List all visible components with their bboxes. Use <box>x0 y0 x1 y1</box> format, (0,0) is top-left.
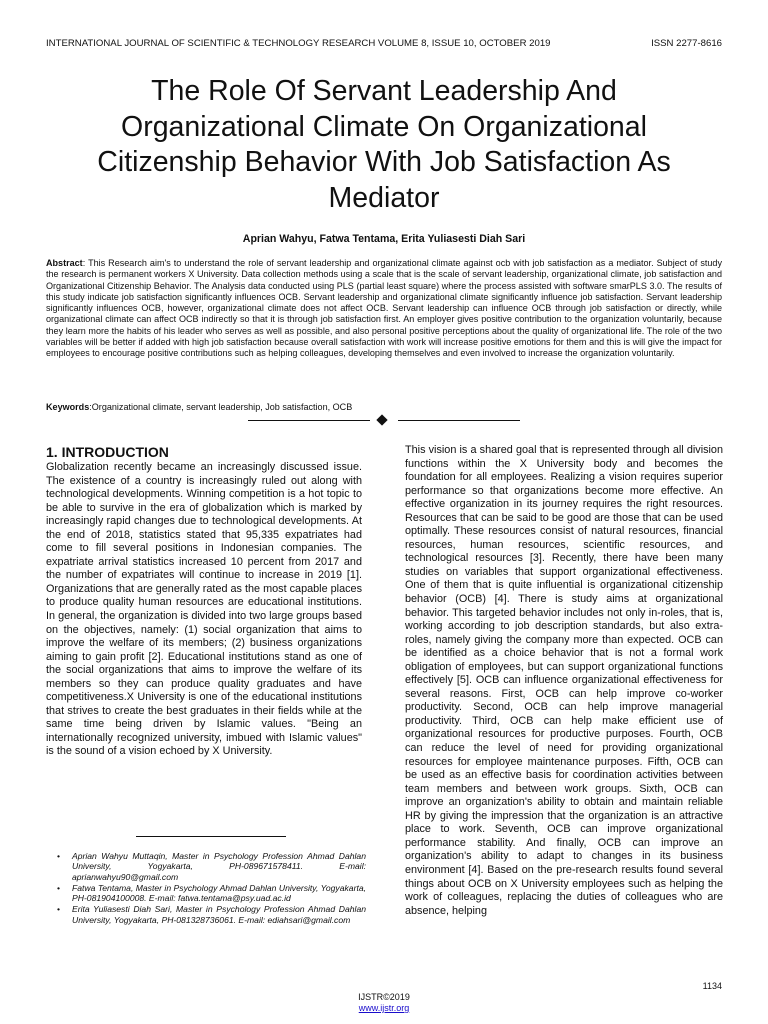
bullet-icon: • <box>57 851 61 861</box>
keywords-label: Keywords <box>46 402 90 412</box>
issn: ISSN 2277-8616 <box>651 38 722 49</box>
author-footnotes <box>56 851 366 926</box>
keywords-text: :Organizational climate, servant leadership, Job satisfaction, OCB <box>89 402 353 412</box>
footer-copyright: IJSTR©2019 <box>358 992 410 1002</box>
right-column <box>405 444 723 918</box>
page-number: 1134 <box>702 981 722 991</box>
left-column <box>46 444 362 759</box>
diamond-icon <box>376 414 387 425</box>
introduction-right-text: This vision is a shared goal that is represented through all division functions within the X University body and becomes the foundation for all employees. Realizing a vision requires superior performance so that organizations become more effective. An effective organization in its journey requires the right resources. Resources that can be said to be good are those that can be used optimally. These resources consist of natural resources, financial resources, human resources, scientific resources, and technological resources [3]. Recently, there have been many studies on variables that support organizational effectiveness. One of them that is quite influential is organizational citizenship behavior (OCB) [4]. There is study aims at organizational behavior. This targeted behavior includes not only in-roles, that is, working according to job description standards, but also extra-roles, namely giving the company more than expected. OCB can be identified as a choice behavior that is not a formal work obligation of employees, but can support organizational functions effectively [5]. OCB can influence organizational effectiveness for several reasons. First, OCB can help improve co-worker productivity. Second, OCB can help improve managerial productivity. Third, OCB can help make efficient use of organizational resources for productive purposes. Fourth, OCB can reduce the level of need for providing organizational resources for employee maintenance purposes. Fifth, OCB can be used as an effective basis for coordination activities between team members and between work groups. Sixth, OCB can improve an organization's ability to obtain and maintain reliable HR by giving the impression that the organization is an attractive place to work. Seventh, OCB can improve organizational performance stability. And finally, OCB can improve an organization's ability to adapt to changes in its business environment [4]. Based on the pre-research results found several things about OCB on X University employees such as helping the work of colleagues, replacing the duties of colleagues who are absence, helping <box>405 444 723 917</box>
keywords <box>46 402 722 412</box>
page-footer <box>0 992 768 1014</box>
authors: Aprian Wahyu, Fatwa Tentama, Erita Yuliasesti Diah Sari <box>242 233 526 245</box>
bullet-icon: • <box>57 904 61 915</box>
footnote-text: Aprian Wahyu Muttaqin, Master in Psychology Profession Ahmad Dahlan University, Yogyakarta, PH-089671578411. E-mail: aprianwahyu90@gmail.com <box>72 851 366 882</box>
journal-website-link[interactable]: www.ijstr.org <box>358 1003 410 1013</box>
footnote-item <box>56 851 366 882</box>
footnote-item <box>56 904 366 925</box>
journal-name: INTERNATIONAL JOURNAL OF SCIENTIFIC & TECHNOLOGY RESEARCH VOLUME 8, ISSUE 10, OCTOBER 2019 <box>46 38 551 49</box>
separator-line-right <box>398 420 520 421</box>
footnote-text: Fatwa Tentama, Master in Psychology Ahmad Dahlan University, Yogyakarta, PH-081904100008. E-mail: fatwa.tentama@psy.uad.ac.id <box>72 882 366 904</box>
running-header <box>46 38 722 52</box>
introduction-heading: 1. INTRODUCTION <box>46 444 169 460</box>
paper-title: The Role Of Servant Leadership And Organizational Climate On Organizational Citizenship Behavior With Job Satisfaction As Mediator <box>97 75 671 214</box>
abstract <box>46 258 722 359</box>
separator-line-left <box>248 420 370 421</box>
footnote-rule <box>136 836 286 837</box>
bullet-icon: • <box>57 882 61 893</box>
section-separator <box>0 414 768 428</box>
introduction-left-text: Globalization recently became an increasingly discussed issue. The existence of a country is increasingly ruled out along with technological developments. Winning competition is a hot topic to be able to survive in the era of globalization which is marked by increasingly rapid changes due to technological developments. At the end of 2018, statistics stated that 95,335 expatriates had come to fill several positions in Indonesian companies. The expatriate arrival statistics increased 10 percent from 2017 and the number of expatriates will continue to increase in 2019 [1]. Organizations that are generally rated as the most capable places to produce quality human resources are educational institutions. In general, the organization is divided into two large groups based on the objectives, namely: (1) social organization that aims to improve the welfare of its members; (2) business organizations aiming to gain profit [2]. Educational institutions stand as one of the social organizations that aims to improve the welfare of its members so they can produce quality graduates and have competitiveness.X University is one of the educational institutions that strives to create the best graduates in their fields while at the same time being driven by Islamic values. "Being an internationally recognized university, imbued with Islamic values" is the sound of a vision echoed by X University. <box>46 461 362 758</box>
abstract-label: Abstract <box>46 258 83 268</box>
footnote-item <box>56 883 366 904</box>
footnote-text: Erita Yuliasesti Diah Sari, Master in Psychology Profession Ahmad Dahlan University, Yogyakarta, PH-081328736061. E-mail: ediahsari@gmail.com <box>72 904 366 925</box>
abstract-text: : This Research aim's to understand the role of servant leadership and organizational climate against ocb with job satisfaction as a mediator. Subject of study the research is permanent workers X University. Data collection methods using a scale that is the scale of servant leadership, organizational climate, job satisfaction and Organizational Citizenship Behavior. The Analysis data conducted using PLS (partial least square) where the process assisted with software smarPLS 3.0. The results of this study indicate job satisfaction significantly influences OCB. Servant leadership and organizational climate significantly influence job satisfaction. Servant leadership significantly influences OCB, however, organizational climate does not affect OCB. Servant leadership can influence OCB through job satisfaction or directly, while organizational climate can affect OCB indirectly so that it is through job satisfaction first. An employer gives positive contribution to the organization voluntarily, because they learn more the habits of his leader who serves as well as possible, and also personal positive perceptions about the quality of organizational life. The role of the two variables will be better if added with high job satisfaction because overall satisfaction with work will increase positive emotions for them and this is will give the impact for employees to encourage positive contributions such as helping colleagues, developing themselves and even involved to increase the organization voluntarily. <box>46 258 722 358</box>
